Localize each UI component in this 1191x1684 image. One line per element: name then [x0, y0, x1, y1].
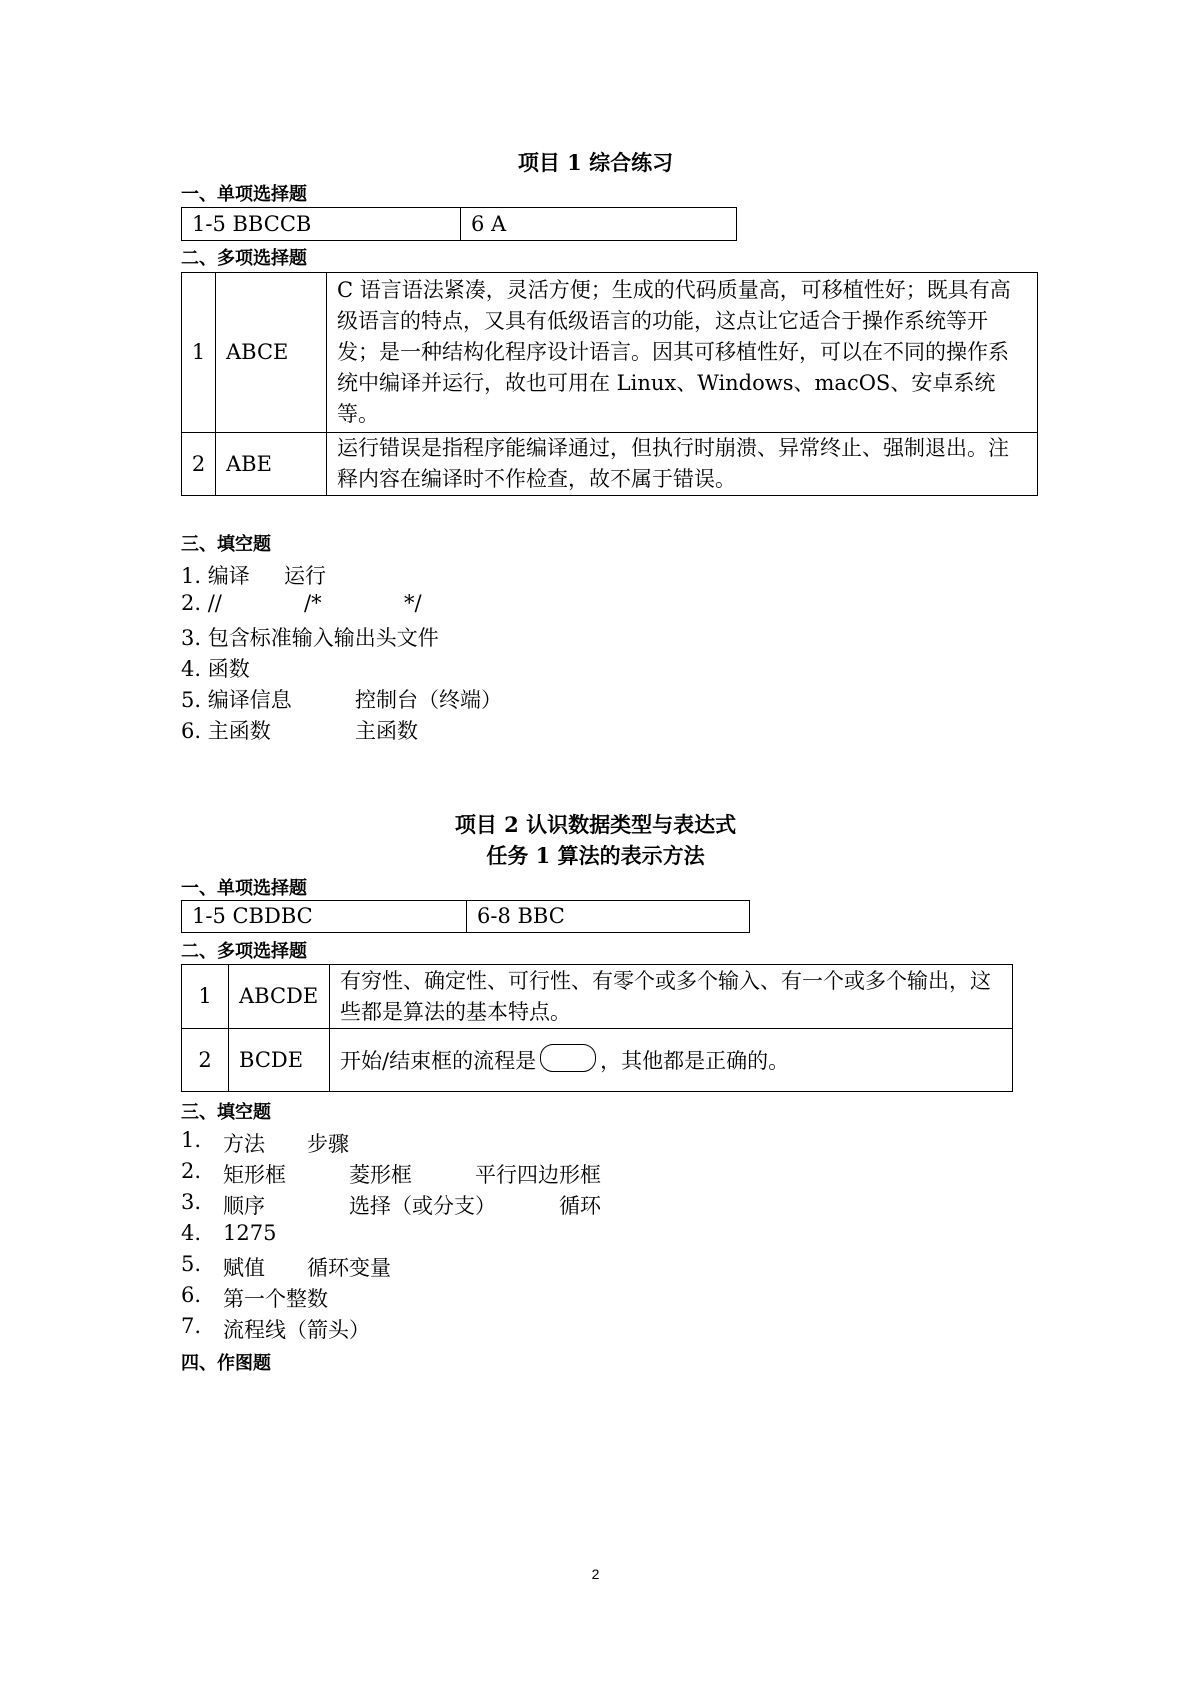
fill-answer: 主函数 — [355, 719, 418, 743]
project1-fill-heading: 三、填空题 — [181, 534, 271, 555]
project1-multi-choice-heading: 二、多项选择题 — [181, 248, 307, 269]
fill-answer: 2. // — [181, 591, 222, 615]
explanation-cell — [330, 1029, 1013, 1092]
answer-cell: ABE — [216, 433, 327, 496]
fill-answer: 矩形框 — [223, 1163, 286, 1187]
fill-answer: 循环 — [559, 1194, 601, 1218]
fill-answer: 第一个整数 — [223, 1287, 328, 1311]
fill-answer: 流程线（箭头） — [223, 1318, 370, 1342]
fill-number: 2. — [181, 1159, 202, 1183]
terminator-shape-icon — [540, 1044, 596, 1072]
question-number: 2 — [182, 1029, 229, 1092]
fill-answer: 1. 编译 — [181, 564, 250, 588]
project2-multi-choice-table — [181, 964, 1013, 1092]
table-row — [182, 1029, 1013, 1092]
fill-answer: 1275 — [223, 1221, 277, 1245]
fill-number: 5. — [181, 1252, 202, 1276]
fill-answer: 3. 包含标准输入输出头文件 — [181, 626, 439, 650]
fill-number: 4. — [181, 1221, 202, 1245]
fill-answer: 顺序 — [223, 1194, 265, 1218]
project2-single-choice-table — [181, 900, 750, 933]
explanation-cell: 运行错误是指程序能编译通过，但执行时崩溃、异常终止、强制退出。注释内容在编译时不作检查，故不属于错误。 — [327, 433, 1038, 496]
fill-number: 3. — [181, 1190, 202, 1214]
fill-number: 1. — [181, 1128, 202, 1152]
project2-single-cell-2: 6-8 BBC — [467, 901, 750, 933]
project2-title: 项目 2 认识数据类型与表达式 — [454, 812, 737, 837]
explanation-text: 开始/结束框的流程是 — [340, 1048, 537, 1073]
fill-answer: 4. 函数 — [181, 657, 250, 681]
project1-multi-choice-table — [181, 272, 1038, 496]
answer-cell: BCDE — [229, 1029, 330, 1092]
table-row — [182, 433, 1038, 496]
fill-answer: 赋值 — [223, 1256, 265, 1280]
page-number: 2 — [591, 1566, 600, 1582]
fill-answer: 6. 主函数 — [181, 719, 271, 743]
fill-number: 6. — [181, 1283, 202, 1307]
fill-answer: 5. 编译信息 — [181, 688, 292, 712]
fill-answer: 步骤 — [307, 1132, 349, 1156]
project1-single-choice-heading: 一、单项选择题 — [181, 184, 307, 205]
answer-cell: ABCDE — [229, 965, 330, 1029]
fill-answer: 平行四边形框 — [475, 1163, 601, 1187]
fill-answer: */ — [404, 591, 422, 615]
explanation-cell: C 语言语法紧凑，灵活方便；生成的代码质量高，可移植性好；既具有高级语言的特点，又具有低级语言的功能，这点让它适合于操作系统等开发；是一种结构化程序设计语言。因其可移植性好，可以在不同的操作系统中编译并运行，故也可用在 Linux、Windows、macOS、安卓系统等。 — [327, 273, 1038, 433]
fill-answer: 控制台（终端） — [355, 688, 502, 712]
fill-answer: 运行 — [284, 564, 326, 588]
project2-single-cell-1: 1-5 CBDBC — [182, 901, 467, 933]
project1-single-choice-table — [181, 207, 737, 241]
question-number: 2 — [182, 433, 216, 496]
table-row — [182, 965, 1013, 1029]
fill-number: 7. — [181, 1314, 202, 1338]
fill-answer: /* — [304, 591, 322, 615]
explanation-cell: 有穷性、确定性、可行性、有零个或多个输入、有一个或多个输出，这些都是算法的基本特点。 — [330, 965, 1013, 1029]
question-number: 1 — [182, 273, 216, 433]
project1-title: 项目 1 综合练习 — [517, 150, 674, 175]
explanation-text: ，其他都是正确的。 — [600, 1048, 790, 1073]
project1-single-cell-2: 6 A — [461, 208, 737, 241]
fill-answer: 选择（或分支） — [349, 1194, 496, 1218]
fill-answer: 循环变量 — [307, 1256, 391, 1280]
project1-single-cell-1: 1-5 BBCCB — [182, 208, 461, 241]
table-row — [182, 273, 1038, 433]
project2-subtitle: 任务 1 算法的表示方法 — [486, 843, 705, 868]
answer-cell: ABCE — [216, 273, 327, 433]
fill-answer: 菱形框 — [349, 1163, 412, 1187]
project2-multi-choice-heading: 二、多项选择题 — [181, 941, 307, 962]
question-number: 1 — [182, 965, 229, 1029]
project2-single-choice-heading: 一、单项选择题 — [181, 878, 307, 899]
project2-fill-heading: 三、填空题 — [181, 1102, 271, 1123]
fill-answer: 方法 — [223, 1132, 265, 1156]
project2-draw-heading: 四、作图题 — [181, 1353, 271, 1374]
